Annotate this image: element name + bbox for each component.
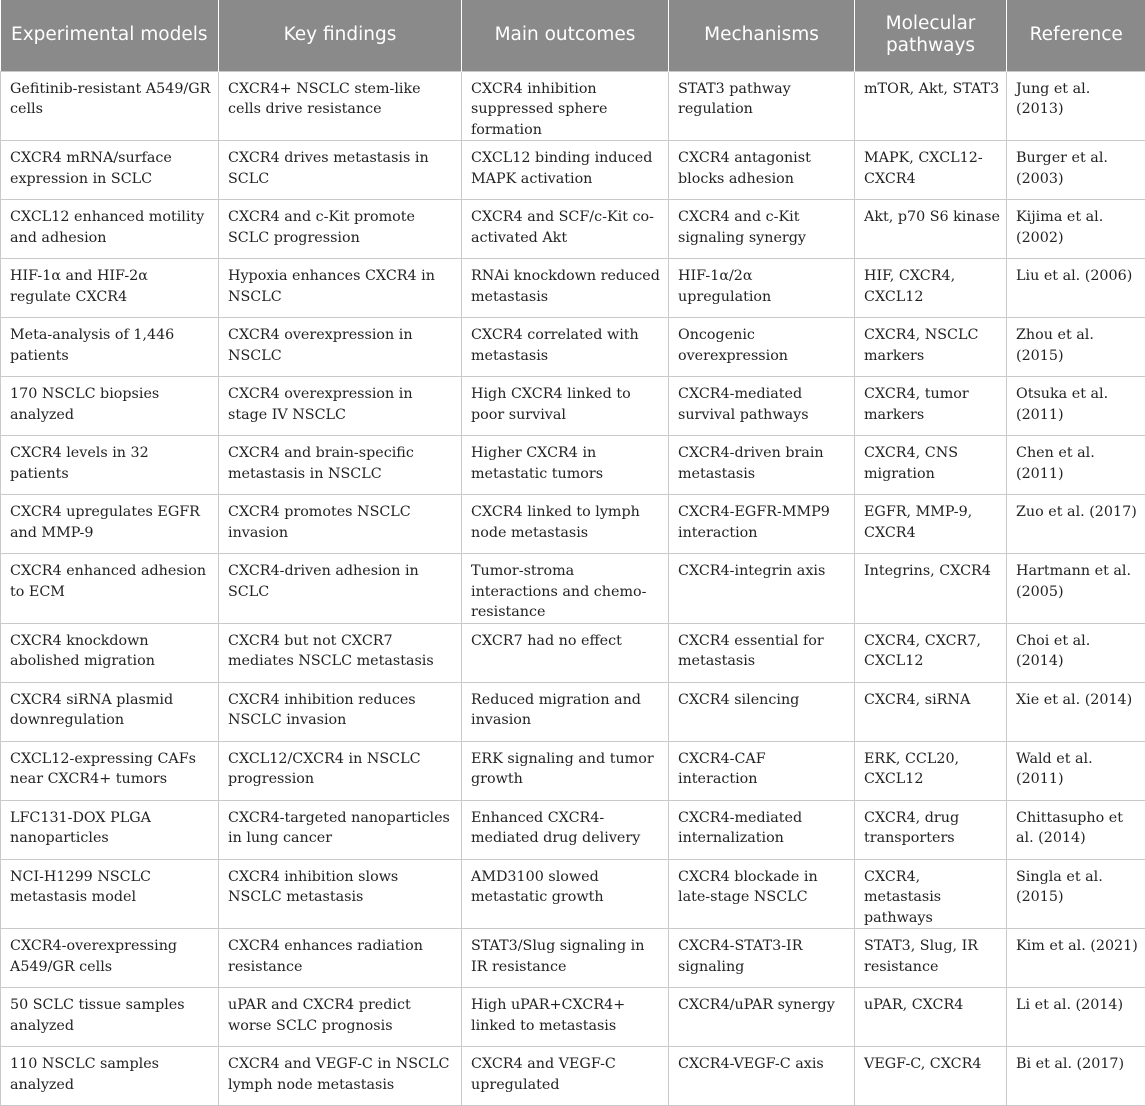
header-key-findings: Key findings: [219, 0, 462, 71]
key-finding-cell: CXCR4 drives metastasis in SCLC: [219, 141, 462, 200]
reference-cell: Chen et al. (2011): [1007, 436, 1145, 495]
header-reference: Reference: [1007, 0, 1145, 71]
reference-cell: Kim et al. (2021): [1007, 929, 1145, 988]
reference-cell: Zhou et al. (2015): [1007, 318, 1145, 377]
experimental-model-cell: 110 NSCLC samples analyzed: [1, 1047, 219, 1106]
mechanism-cell: STAT3 pathway regulation: [669, 71, 855, 141]
molecular-pathway-cell: CXCR4, tumor markers: [855, 377, 1007, 436]
experimental-model-cell: NCI-H1299 NSCLC metastasis model: [1, 859, 219, 929]
table-row: [1, 436, 1145, 495]
key-finding-cell: CXCR4 but not CXCR7 mediates NSCLC metastasis: [219, 623, 462, 682]
mechanism-cell: CXCR4-CAF interaction: [669, 741, 855, 800]
key-finding-cell: CXCR4 promotes NSCLC invasion: [219, 495, 462, 554]
table-row: [1, 988, 1145, 1047]
table-row: [1, 682, 1145, 741]
table-row: [1, 623, 1145, 682]
key-finding-cell: CXCL12/CXCR4 in NSCLC progression: [219, 741, 462, 800]
molecular-pathway-cell: uPAR, CXCR4: [855, 988, 1007, 1047]
reference-cell: Wald et al. (2011): [1007, 741, 1145, 800]
reference-cell: Chittasupho et al. (2014): [1007, 800, 1145, 859]
main-outcome-cell: CXCR4 correlated with metastasis: [462, 318, 669, 377]
experimental-model-cell: CXCR4 knockdown abolished migration: [1, 623, 219, 682]
experimental-model-cell: CXCR4 upregulates EGFR and MMP-9: [1, 495, 219, 554]
molecular-pathway-cell: HIF, CXCR4, CXCL12: [855, 259, 1007, 318]
main-outcome-cell: CXCR4 and SCF/c-Kit co-activated Akt: [462, 200, 669, 259]
experimental-model-cell: HIF-1α and HIF-2α regulate CXCR4: [1, 259, 219, 318]
table-row: [1, 741, 1145, 800]
header-experimental-models: Experimental models: [1, 0, 219, 71]
main-outcome-cell: Reduced migration and invasion: [462, 682, 669, 741]
mechanism-cell: CXCR4-EGFR-MMP9 interaction: [669, 495, 855, 554]
main-outcome-cell: CXCR4 and VEGF-C upregulated: [462, 1047, 669, 1106]
table-row: [1, 800, 1145, 859]
reference-cell: Liu et al. (2006): [1007, 259, 1145, 318]
experimental-model-cell: 170 NSCLC biopsies analyzed: [1, 377, 219, 436]
table-row: [1, 377, 1145, 436]
key-finding-cell: Hypoxia enhances CXCR4 in NSCLC: [219, 259, 462, 318]
table-row: [1, 1047, 1145, 1106]
key-finding-cell: CXCR4 and c-Kit promote SCLC progression: [219, 200, 462, 259]
mechanism-cell: CXCR4/uPAR synergy: [669, 988, 855, 1047]
main-outcome-cell: CXCR7 had no effect: [462, 623, 669, 682]
experimental-model-cell: CXCR4 enhanced adhesion to ECM: [1, 554, 219, 624]
table-header: [1, 0, 1145, 71]
mechanism-cell: CXCR4 blockade in late-stage NSCLC: [669, 859, 855, 929]
table-row: [1, 318, 1145, 377]
molecular-pathway-cell: CXCR4, NSCLC markers: [855, 318, 1007, 377]
main-outcome-cell: AMD3100 slowed metastatic growth: [462, 859, 669, 929]
table-row: [1, 495, 1145, 554]
molecular-pathway-cell: mTOR, Akt, STAT3: [855, 71, 1007, 141]
main-outcome-cell: Higher CXCR4 in metastatic tumors: [462, 436, 669, 495]
molecular-pathway-cell: CXCR4, drug transporters: [855, 800, 1007, 859]
reference-cell: Bi et al. (2017): [1007, 1047, 1145, 1106]
key-finding-cell: CXCR4-driven adhesion in SCLC: [219, 554, 462, 624]
experimental-model-cell: CXCL12-expressing CAFs near CXCR4+ tumors: [1, 741, 219, 800]
molecular-pathway-cell: MAPK, CXCL12-CXCR4: [855, 141, 1007, 200]
main-outcome-cell: Enhanced CXCR4-mediated drug delivery: [462, 800, 669, 859]
reference-cell: Zuo et al. (2017): [1007, 495, 1145, 554]
mechanism-cell: CXCR4 silencing: [669, 682, 855, 741]
header-main-outcomes: Main outcomes: [462, 0, 669, 71]
experimental-model-cell: Meta-analysis of 1,446 patients: [1, 318, 219, 377]
key-finding-cell: uPAR and CXCR4 predict worse SCLC prognosis: [219, 988, 462, 1047]
main-outcome-cell: CXCR4 inhibition suppressed sphere formation: [462, 71, 669, 141]
header-molecular-pathways: Molecular pathways: [855, 0, 1007, 71]
table-body: [1, 71, 1145, 1106]
mechanism-cell: CXCR4 essential for metastasis: [669, 623, 855, 682]
molecular-pathway-cell: VEGF-C, CXCR4: [855, 1047, 1007, 1106]
table-row: [1, 259, 1145, 318]
molecular-pathway-cell: CXCR4, siRNA: [855, 682, 1007, 741]
experimental-model-cell: LFC131-DOX PLGA nanoparticles: [1, 800, 219, 859]
reference-cell: Hartmann et al. (2005): [1007, 554, 1145, 624]
molecular-pathway-cell: ERK, CCL20, CXCL12: [855, 741, 1007, 800]
reference-cell: Singla et al. (2015): [1007, 859, 1145, 929]
table-row: [1, 71, 1145, 141]
mechanism-cell: CXCR4-VEGF-C axis: [669, 1047, 855, 1106]
table-row: [1, 929, 1145, 988]
key-finding-cell: CXCR4 and VEGF-C in NSCLC lymph node metastasis: [219, 1047, 462, 1106]
experimental-model-cell: CXCR4 levels in 32 patients: [1, 436, 219, 495]
experimental-model-cell: CXCR4 mRNA/surface expression in SCLC: [1, 141, 219, 200]
header-mechanisms: Mechanisms: [669, 0, 855, 71]
key-finding-cell: CXCR4 inhibition slows NSCLC metastasis: [219, 859, 462, 929]
table-row: [1, 141, 1145, 200]
mechanism-cell: CXCR4-integrin axis: [669, 554, 855, 624]
mechanism-cell: CXCR4 antagonist blocks adhesion: [669, 141, 855, 200]
main-outcome-cell: RNAi knockdown reduced metastasis: [462, 259, 669, 318]
experimental-model-cell: CXCL12 enhanced motility and adhesion: [1, 200, 219, 259]
reference-cell: Burger et al. (2003): [1007, 141, 1145, 200]
molecular-pathway-cell: CXCR4, CXCR7, CXCL12: [855, 623, 1007, 682]
reference-cell: Otsuka et al. (2011): [1007, 377, 1145, 436]
experimental-model-cell: 50 SCLC tissue samples analyzed: [1, 988, 219, 1047]
molecular-pathway-cell: STAT3, Slug, IR resistance: [855, 929, 1007, 988]
experimental-model-cell: CXCR4-overexpressing A549/GR cells: [1, 929, 219, 988]
mechanism-cell: CXCR4 and c-Kit signaling synergy: [669, 200, 855, 259]
key-finding-cell: CXCR4 overexpression in stage IV NSCLC: [219, 377, 462, 436]
mechanism-cell: HIF-1α/2α upregulation: [669, 259, 855, 318]
molecular-pathway-cell: CXCR4, metastasis pathways: [855, 859, 1007, 929]
main-outcome-cell: STAT3/Slug signaling in IR resistance: [462, 929, 669, 988]
main-outcome-cell: ERK signaling and tumor growth: [462, 741, 669, 800]
reference-cell: Choi et al. (2014): [1007, 623, 1145, 682]
key-finding-cell: CXCR4 enhances radiation resistance: [219, 929, 462, 988]
reference-cell: Jung et al. (2013): [1007, 71, 1145, 141]
main-outcome-cell: CXCL12 binding induced MAPK activation: [462, 141, 669, 200]
table-row: [1, 554, 1145, 624]
header-row: [1, 0, 1145, 71]
mechanism-cell: CXCR4-driven brain metastasis: [669, 436, 855, 495]
main-outcome-cell: Tumor-stroma interactions and chemo-resistance: [462, 554, 669, 624]
key-finding-cell: CXCR4 overexpression in NSCLC: [219, 318, 462, 377]
key-finding-cell: CXCR4 inhibition reduces NSCLC invasion: [219, 682, 462, 741]
experimental-model-cell: CXCR4 siRNA plasmid downregulation: [1, 682, 219, 741]
molecular-pathway-cell: Akt, p70 S6 kinase: [855, 200, 1007, 259]
mechanism-cell: Oncogenic overexpression: [669, 318, 855, 377]
reference-cell: Kijima et al. (2002): [1007, 200, 1145, 259]
main-outcome-cell: High CXCR4 linked to poor survival: [462, 377, 669, 436]
key-finding-cell: CXCR4+ NSCLC stem-like cells drive resistance: [219, 71, 462, 141]
reference-cell: Li et al. (2014): [1007, 988, 1145, 1047]
main-outcome-cell: CXCR4 linked to lymph node metastasis: [462, 495, 669, 554]
key-finding-cell: CXCR4 and brain-specific metastasis in NSCLC: [219, 436, 462, 495]
main-outcome-cell: High uPAR+CXCR4+ linked to metastasis: [462, 988, 669, 1047]
table-row: [1, 859, 1145, 929]
mechanism-cell: CXCR4-mediated internalization: [669, 800, 855, 859]
mechanism-cell: CXCR4-STAT3-IR signaling: [669, 929, 855, 988]
reference-cell: Xie et al. (2014): [1007, 682, 1145, 741]
experimental-model-cell: Gefitinib-resistant A549/GR cells: [1, 71, 219, 141]
mechanism-cell: CXCR4-mediated survival pathways: [669, 377, 855, 436]
key-finding-cell: CXCR4-targeted nanoparticles in lung cancer: [219, 800, 462, 859]
table-row: [1, 200, 1145, 259]
molecular-pathway-cell: Integrins, CXCR4: [855, 554, 1007, 624]
molecular-pathway-cell: CXCR4, CNS migration: [855, 436, 1007, 495]
molecular-pathway-cell: EGFR, MMP-9, CXCR4: [855, 495, 1007, 554]
